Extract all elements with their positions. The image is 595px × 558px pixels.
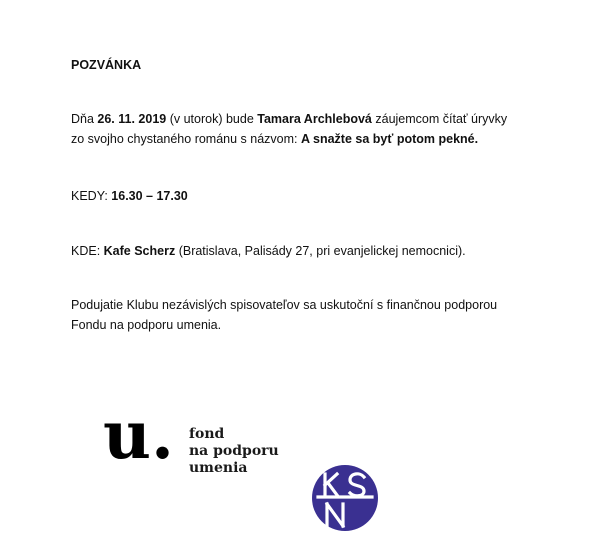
intro-line-2 <box>71 129 507 149</box>
fpu-logo-mark: u. <box>103 396 174 474</box>
intro-text: záujemcom čítať úryvky <box>371 112 508 126</box>
intro-paragraph <box>71 109 507 149</box>
kns-logo-icon <box>312 462 378 542</box>
venue-name: Kafe Scherz <box>103 244 176 258</box>
support-line-1: Podujatie Klubu nezávislých spisovateľov sa uskutoční s finančnou podporou <box>71 298 498 312</box>
venue-address: (Bratislava, Palisády 27, pri evanjelickej nemocnici). <box>175 244 466 258</box>
fpu-logo-line-2: na podporu <box>189 443 279 459</box>
page-title: POZVÁNKA <box>71 58 142 72</box>
fpu-logo-text <box>189 426 279 477</box>
intro-line-1 <box>71 109 507 129</box>
where-label: KDE: <box>71 244 104 258</box>
support-paragraph <box>71 295 497 335</box>
support-line-2: Fondu na podporu umenia. <box>71 318 222 332</box>
when-label: KEDY: <box>71 189 112 203</box>
event-date: 26. 11. 2019 <box>97 112 167 126</box>
when-value: 16.30 – 17.30 <box>111 189 188 203</box>
author-name: Tamara Archlebová <box>257 112 372 126</box>
fpu-logo-line-3: umenia <box>189 460 248 476</box>
intro-period: . <box>474 132 479 146</box>
intro-text: Dňa <box>71 112 98 126</box>
intro-text: zo svojho chystaného románu s názvom: <box>71 132 301 146</box>
intro-text: (v utorok) bude <box>166 112 258 126</box>
fpu-logo-line-1: fond <box>189 426 225 442</box>
event-location <box>71 241 466 261</box>
event-time <box>71 186 188 206</box>
fpu-logo <box>103 396 283 482</box>
novel-title: A snažte sa byť potom pekné <box>300 132 475 146</box>
